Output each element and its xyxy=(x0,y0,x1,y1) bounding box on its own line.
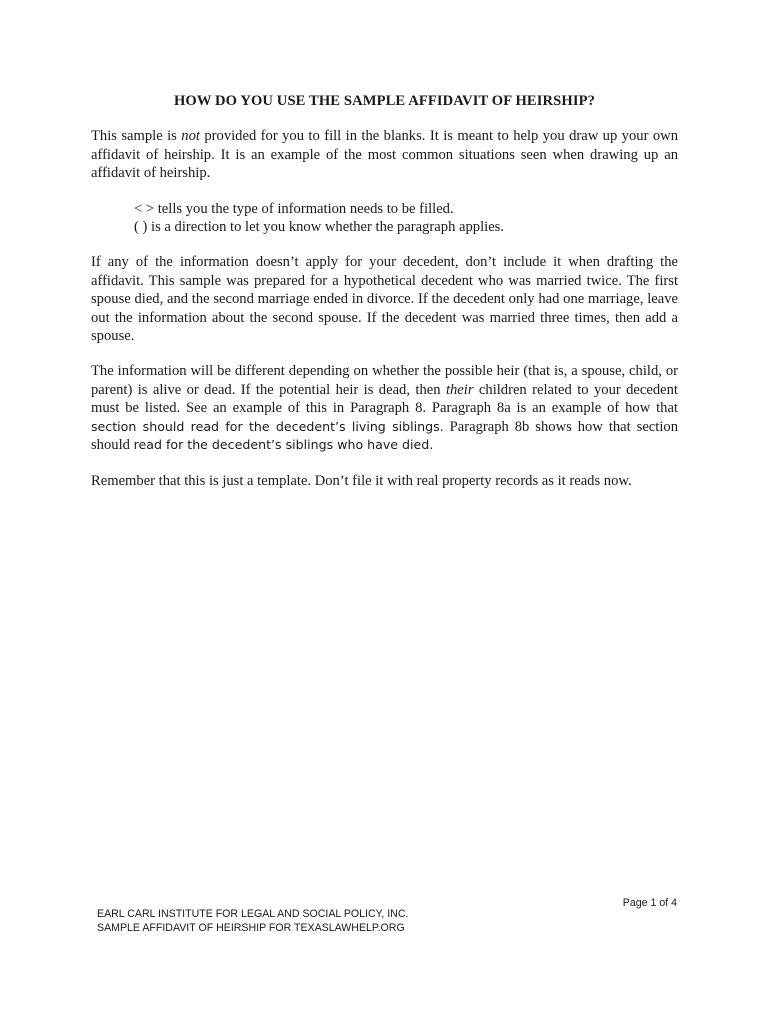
heir-info-emphasis: their xyxy=(445,381,474,398)
legend-angle-brackets: < > tells you the type of information needs to be filled. xyxy=(134,200,454,217)
applicability-paragraph: If any of the information doesn’t apply for your decedent, don’t include it when drafting the affidavit. This sample was prepared for a hypothetical decedent who was married twice. The first spouse died, and the second marriage ended in divorce. If the decedent only had one marriage, leave out the information about the second spouse. If the decedent was married three times, then add a spouse. xyxy=(91,254,678,345)
legend-parentheses: ( ) is a direction to let you know whether the paragraph applies. xyxy=(134,219,504,236)
symbol-legend xyxy=(134,200,678,237)
heir-info-sans-2: read for the decedent’s siblings who have died. xyxy=(133,437,434,453)
footer-document-title: SAMPLE AFFIDAVIT OF HEIRSHIP FOR TEXASLAWHELP.ORG xyxy=(97,921,405,934)
footer-lines xyxy=(97,908,408,935)
heir-info-text-1: The information will be different depending on whether the possible heir (that is, a spouse, child, or parent) is alive or dead. If the potential heir is dead, then xyxy=(91,363,678,398)
template-reminder-paragraph: Remember that this is just a template. Don’t file it with real property records as it reads now. xyxy=(91,472,632,489)
heir-info-sans-1: section should read for the decedent’s living siblings. xyxy=(91,418,444,434)
document-body xyxy=(91,92,678,507)
page-number: Page 1 of 4 xyxy=(622,897,677,909)
intro-emphasis: not xyxy=(181,128,200,145)
intro-text-end: provided for you to fill in the blanks. It is meant to help you draw up your own affidavit of heirship. It is an example of the most common situations seen when drawing up an affidavit of heirship. xyxy=(91,128,678,182)
heir-info-text-3: Paragraph 8b shows how that section should xyxy=(91,418,678,454)
page-title: HOW DO YOU USE THE SAMPLE AFFIDAVIT OF HEIRSHIP? xyxy=(173,93,596,109)
heir-info-paragraph xyxy=(91,362,678,454)
intro-paragraph xyxy=(91,127,678,182)
intro-text-start: This sample is xyxy=(91,128,182,145)
footer-organization: EARL CARL INSTITUTE FOR LEGAL AND SOCIAL POLICY, INC. xyxy=(97,908,409,920)
heir-info-text-2: children related to your decedent must be listed. See an example of this in Paragraph 8. Paragraph 8a is an example of how that xyxy=(91,381,678,417)
